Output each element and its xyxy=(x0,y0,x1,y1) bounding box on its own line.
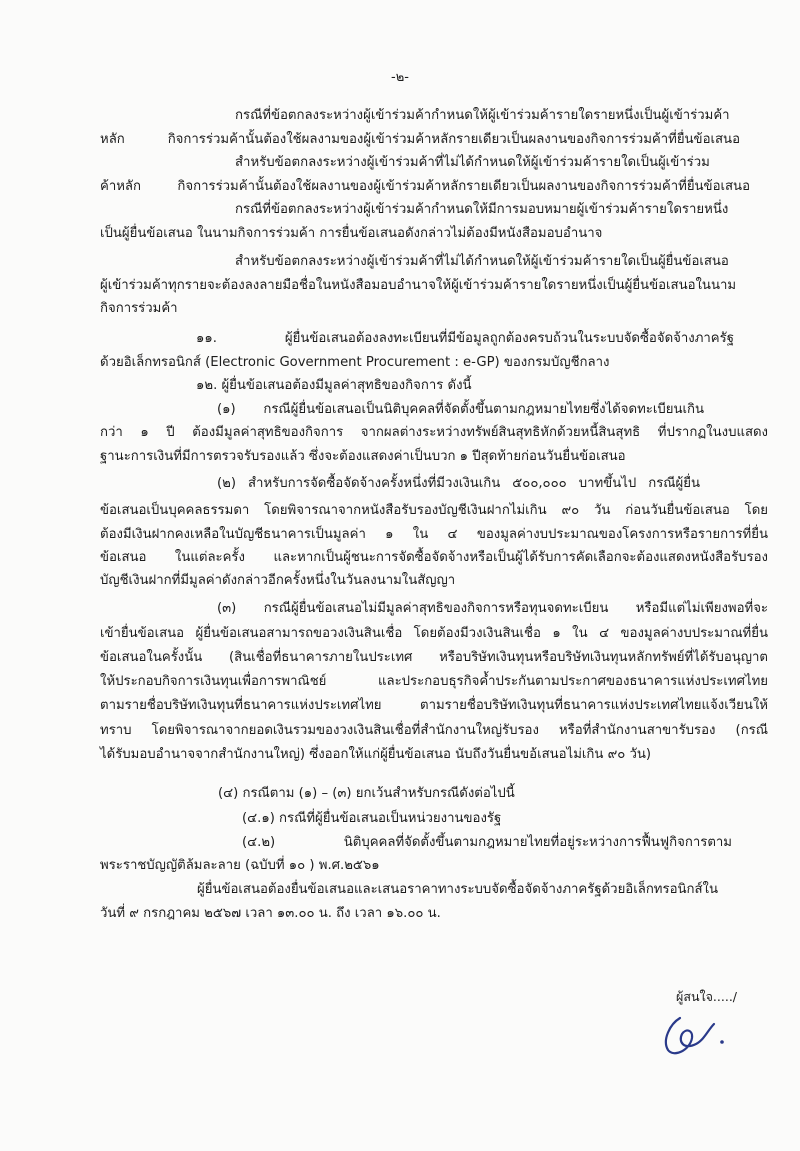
text-line: บัญชีเงินฝากที่มีมูลค่าดังกล่าวอีกครั้งหนึ่งในวันลงนามในสัญญา xyxy=(100,573,456,588)
section-12-heading: ๑๒. ผู้ยื่นข้อเสนอต้องมีมูลค่าสุทธิของกิจการ ดังนี้ xyxy=(196,378,472,393)
text-line: (๔.๑) กรณีที่ผู้ยื่นข้อเสนอเป็นหน่วยงานของรัฐ xyxy=(242,811,502,826)
text-line: สำหรับข้อตกลงระหว่างผู้เข้าร่วมค้าที่ไม่ได้กำหนดให้ผู้เข้าร่วมค้ารายใดเป็นผู้เข้าร่วม xyxy=(235,155,710,170)
page-number: -๒- xyxy=(391,70,409,85)
text-line: ตามรายชื่อบริษัทเงินทุนที่ธนาคารแห่งประเทศไทย ตามรายชื่อบริษัทเงินทุนที่ธนาคารแห่งประเทศไทยแจ้งเวียนให้ xyxy=(100,698,768,713)
text-line: ข้อเสนอเป็นบุคคลธรรมดา โดยพิจารณาจากหนังสือรับรองบัญชีเงินฝากไม่เกิน ๙๐ วัน ก่อนวันยื่นข้อเสนอ โดย xyxy=(100,503,768,518)
text-line: (๑) กรณีผู้ยื่นข้อเสนอเป็นนิติบุคคลที่จัดตั้งขึ้นตามกฎหมายไทยซึ่งได้จดทะเบียนเกิน xyxy=(217,402,704,417)
text-line: (๔) กรณีตาม (๑) – (๓) ยกเว้นสำหรับกรณีดังต่อไปนี้ xyxy=(218,786,515,801)
text-line: สำหรับข้อตกลงระหว่างผู้เข้าร่วมค้าที่ไม่ได้กำหนดให้ผู้เข้าร่วมค้ารายใดเป็นผู้ยื่นข้อเสนอ xyxy=(235,254,729,269)
signature-icon xyxy=(652,1010,732,1060)
text-line: กรณีที่ข้อตกลงระหว่างผู้เข้าร่วมค้ากำหนดให้ผู้เข้าร่วมค้ารายใดรายหนึ่งเป็นผู้เข้าร่วมค้า xyxy=(235,108,730,123)
text-line: ให้ประกอบกิจการเงินทุนเพื่อการพาณิชย์ และประกอบธุรกิจค้ำประกันตามประกาศของธนาคารแห่งประเทศไทย xyxy=(100,674,768,689)
text-line: ผู้เข้าร่วมค้าทุกรายจะต้องลงลายมือชื่อในหนังสือมอบอำนาจให้ผู้เข้าร่วมค้ารายใดรายหนึ่งเป็นผู้ยื่นข้อเสนอในนาม xyxy=(100,278,737,293)
text-line: (๔.๒) นิติบุคคลที่จัดตั้งขึ้นตามกฎหมายไทยที่อยู่ระหว่างการฟื้นฟูกิจการตาม xyxy=(242,835,732,850)
text-line: ค้าหลัก กิจการร่วมค้านั้นต้องใช้ผลงานของผู้เข้าร่วมค้าหลักรายเดียวเป็นผลงานของกิจการร่วมค้าที่ยื่นข้อเสนอ xyxy=(100,179,750,194)
continuation-note: ผู้สนใจ...../ xyxy=(676,989,738,1004)
text-line: หลัก กิจการร่วมค้านั้นต้องใช้ผลงามของผู้เข้าร่วมค้าหลักรายเดียวเป็นผลงานของกิจการร่วมค้าที่ยื่นข้อเสนอ xyxy=(100,132,740,147)
text-line: (๓) กรณีผู้ยื่นข้อเสนอไม่มีมูลค่าสุทธิของกิจการหรือทุนจดทะเบียน หรือมีแต่ไม่เพียงพอที่จะ xyxy=(217,601,768,616)
text-line: ผู้ยื่นข้อเสนอต้องยื่นข้อเสนอและเสนอราคาทางระบบจัดซื้อจัดจ้างภาครัฐด้วยอิเล็กทรอนิกส์ใน xyxy=(197,882,718,897)
text-line: ข้อเสนอ ในแต่ละครั้ง และหากเป็นผู้ชนะการจัดซื้อจัดจ้างหรือเป็นผู้ได้รับการคัดเลือกจะต้องแสดงหนังสือรับรอง xyxy=(100,550,768,565)
text-line: วันที่ ๙ กรกฎาคม ๒๕๖๗ เวลา ๑๓.๐๐ น. ถึง เวลา ๑๖.๐๐ น. xyxy=(100,906,441,921)
text-line: ฐานะการเงินที่มีการตรวจรับรองแล้ว ซึ่งจะต้องแสดงค่าเป็นบวก ๑ ปีสุดท้ายก่อนวันยื่นข้อเสนอ xyxy=(100,449,626,464)
text-line: ต้องมีเงินฝากคงเหลือในบัญชีธนาคารเป็นมูลค่า ๑ ใน ๔ ของมูลค่างบประมาณของโครงการหรือรายการที่ยื่น xyxy=(100,527,768,542)
text-line: ด้วยอิเล็กทรอนิกส์ (Electronic Government Procurement : e-GP) ของกรมบัญชีกลาง xyxy=(100,355,610,370)
text-line: ได้รับมอบอำนาจจากสำนักงานใหญ่) ซึ่งออกให้แก่ผู้ยื่นข้อเสนอ นับถึงวันยื่นขอ้เสนอไม่เกิน ๙๐ วัน) xyxy=(100,747,652,762)
text-line: เป็นผู้ยื่นข้อเสนอ ในนามกิจการร่วมค้า การยื่นข้อเสนอดังกล่าวไม่ต้องมีหนังสือมอบอำนาจ xyxy=(100,226,603,241)
text-line: ข้อเสนอในครั้งนั้น (สินเชื่อที่ธนาคารภายในประเทศ หรือบริษัทเงินทุนหรือบริษัทเงินทุนหลักทรัพย์ที่ได้รับอนุญาต xyxy=(100,650,768,665)
text-line: เข้ายื่นข้อเสนอ ผู้ยื่นข้อเสนอสามารถขอวงเงินสินเชื่อ โดยต้องมีวงเงินสินเชื่อ ๑ ใน ๔ ของมูลค่างบประมาณที่ยื่น xyxy=(100,626,768,641)
text-line: กว่า ๑ ปี ต้องมีมูลค่าสุทธิของกิจการ จากผลต่างระหว่างทรัพย์สินสุทธิหักด้วยหนี้สินสุทธิ ที่ปรากฏในงบแสดง xyxy=(100,425,768,440)
section-11-heading: ๑๑. ผู้ยื่นข้อเสนอต้องลงทะเบียนที่มีข้อมูลถูกต้องครบถ้วนในระบบจัดซื้อจัดจ้างภาครัฐ xyxy=(196,331,734,346)
text-line: พระราชบัญญัติล้มละลาย (ฉบับที่ ๑๐ ) พ.ศ.๒๕๖๑ xyxy=(100,858,380,873)
text-line: (๒) สำหรับการจัดซื้อจัดจ้างครั้งหนึ่งที่มีวงเงินเกิน ๕๐๐,๐๐๐ บาทขึ้นไป กรณีผู้ยื่น xyxy=(217,476,700,491)
text-line: กิจการร่วมค้า xyxy=(100,301,178,316)
text-line: ทราบ โดยพิจารณาจากยอดเงินรวมของวงเงินสินเชื่อที่สำนักงานใหญ่รับรอง หรือที่สำนักงานสาขารับรอง (กรณี xyxy=(100,723,768,738)
text-line: กรณีที่ข้อตกลงระหว่างผู้เข้าร่วมค้ากำหนดให้มีการมอบหมายผู้เข้าร่วมค้ารายใดรายหนึ่ง xyxy=(235,202,729,217)
